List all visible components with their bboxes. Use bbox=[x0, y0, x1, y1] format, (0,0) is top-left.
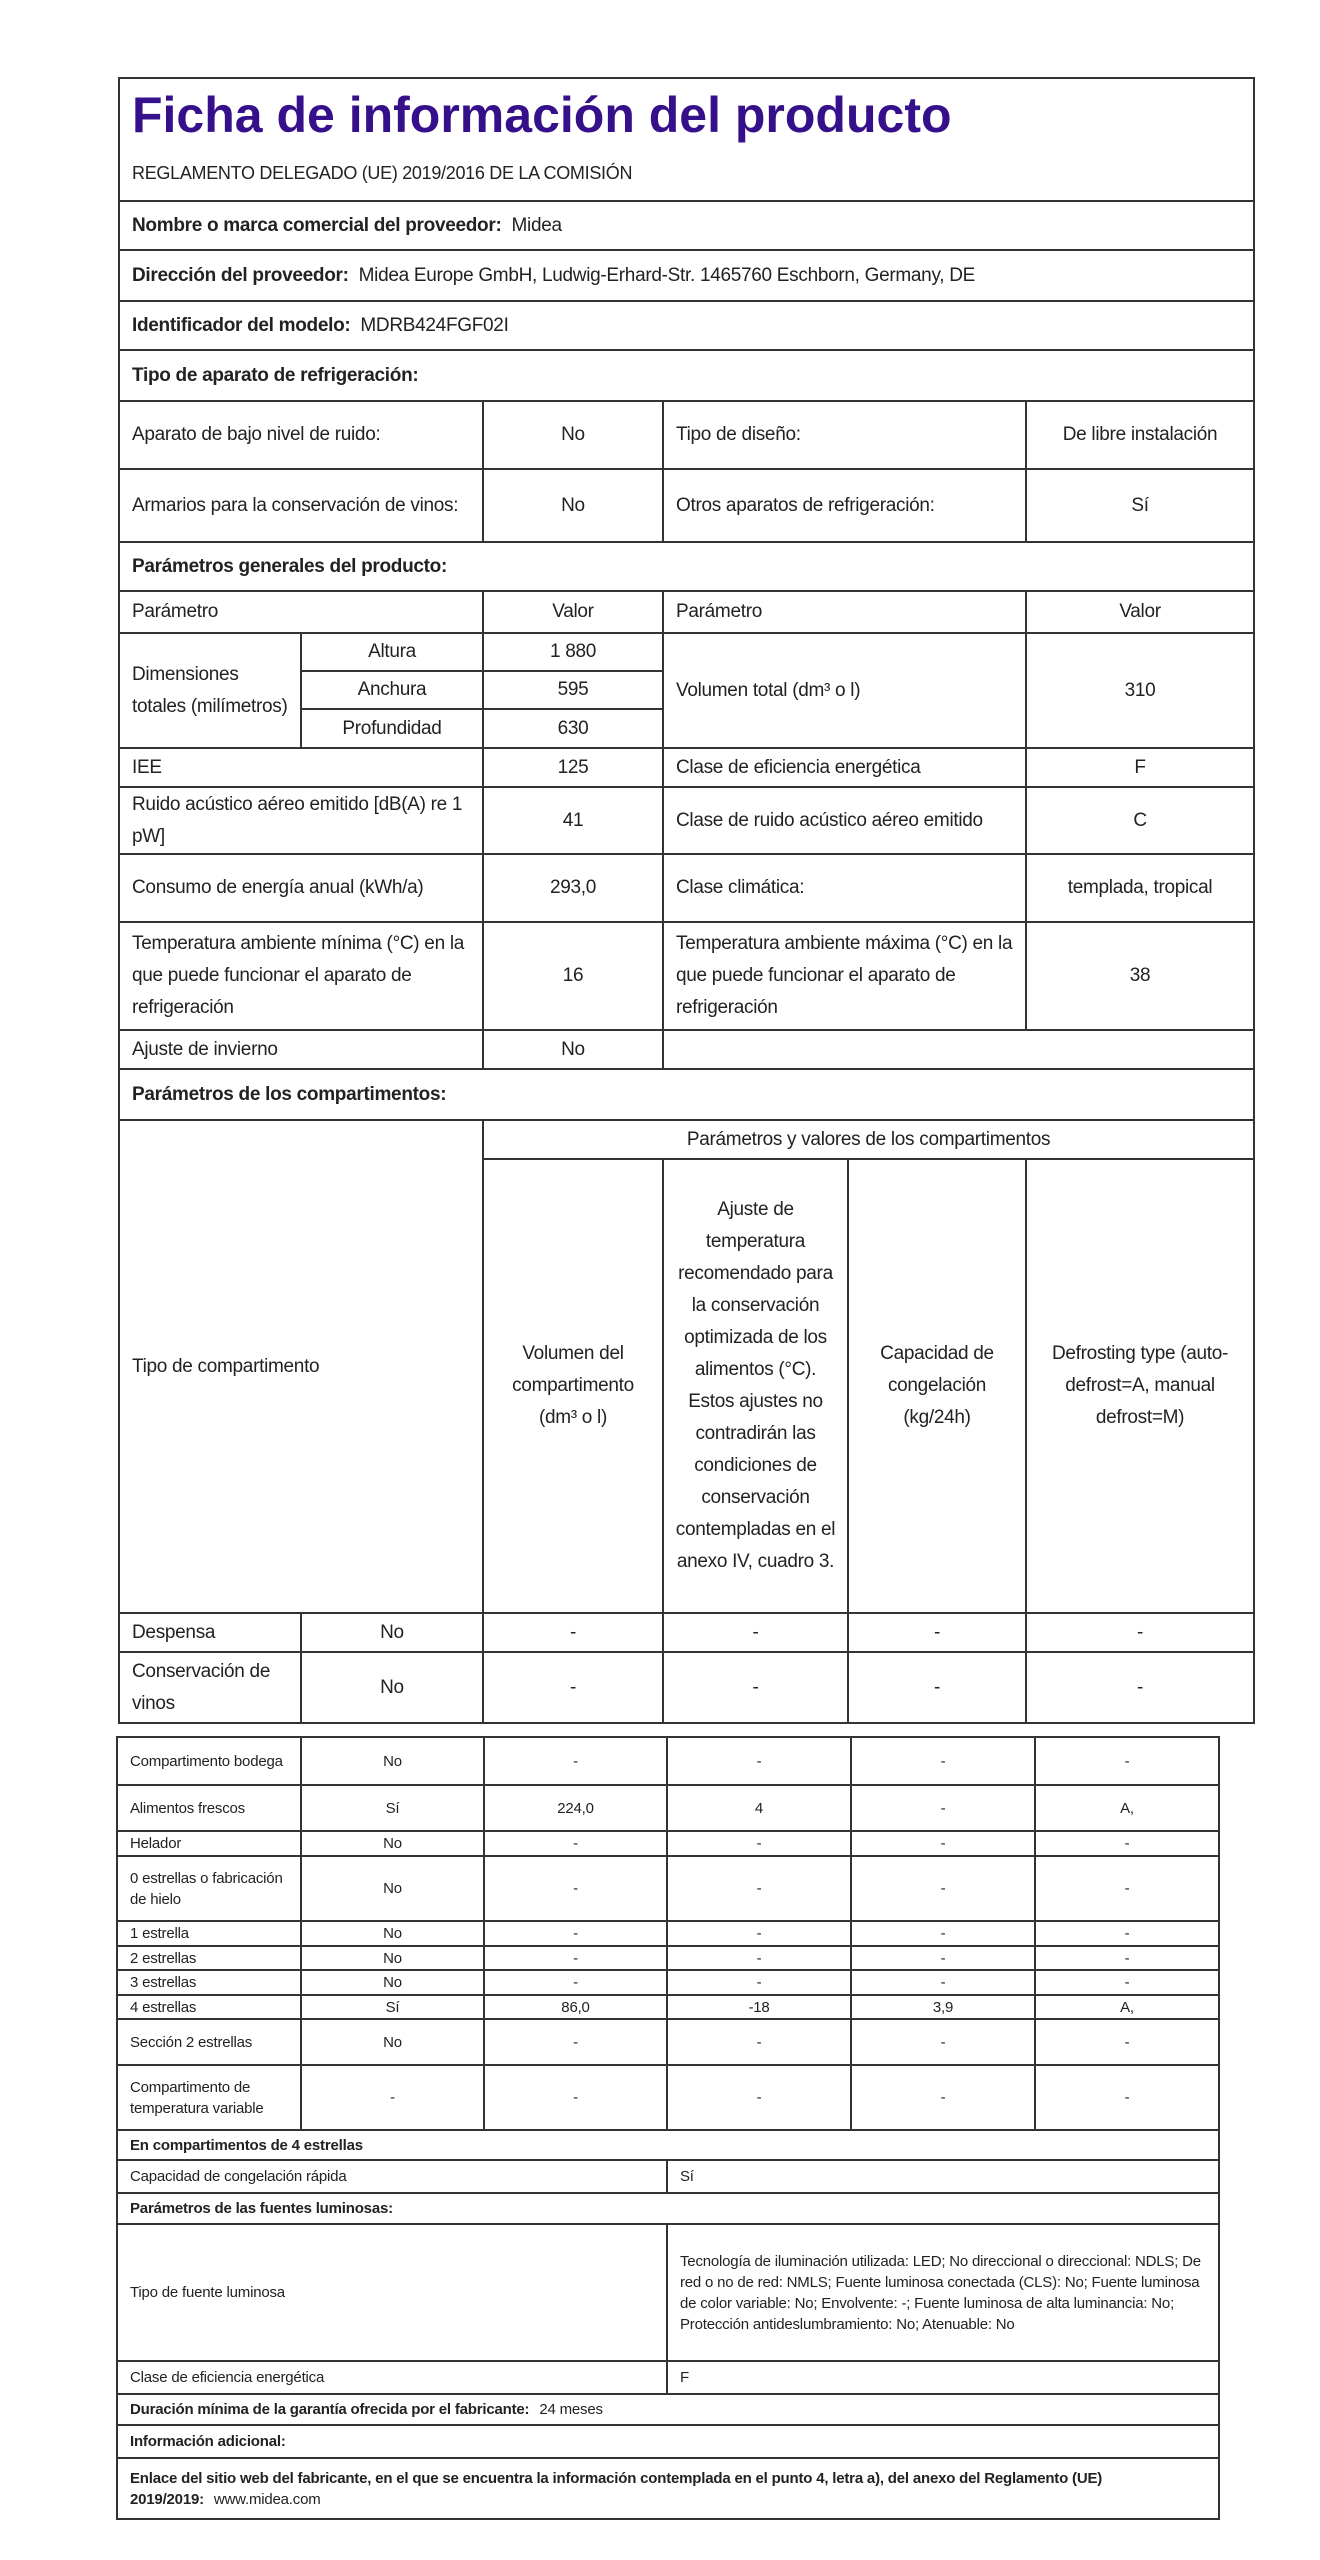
compartment-name: Compartimento bodega bbox=[117, 1737, 301, 1785]
param-header-2: Parámetro bbox=[663, 591, 1026, 633]
compartment-present: No bbox=[301, 1856, 484, 1921]
width-value: 595 bbox=[483, 671, 663, 709]
table-row bbox=[117, 1737, 1219, 1785]
compartment-freeze: - bbox=[851, 1970, 1035, 1995]
compartment-temp: - bbox=[663, 1652, 848, 1723]
compartment-present: No bbox=[301, 1652, 483, 1723]
max-temp-label: Temperatura ambiente máxima (°C) en la que puede funcionar el aparato de refrigeración bbox=[663, 922, 1026, 1030]
compartment-type-header: Tipo de compartimento bbox=[119, 1120, 483, 1613]
compartment-defrost: - bbox=[1035, 1970, 1219, 1995]
compartment-freeze: - bbox=[851, 1856, 1035, 1921]
compartment-temp: 4 bbox=[667, 1785, 851, 1831]
compartment-freeze: 3,9 bbox=[851, 1995, 1035, 2019]
compartment-defrost: - bbox=[1035, 2065, 1219, 2130]
compartment-present: No bbox=[301, 1831, 484, 1856]
product-info-table-lower bbox=[116, 1736, 1220, 2520]
compartment-volume: 86,0 bbox=[484, 1995, 667, 2019]
warranty-label: Duración mínima de la garantía ofrecida por el fabricante: bbox=[130, 2401, 530, 2418]
min-temp-label: Temperatura ambiente mínima (°C) en la que puede funcionar el aparato de refrigeración bbox=[119, 922, 483, 1030]
manufacturer-link-label: Enlace del sitio web del fabricante, en el que se encuentra la información contemplada en el punto 4, letra a), del anexo del Reglamento (UE) 2019/2019: bbox=[130, 2469, 1103, 2508]
compartment-freeze: - bbox=[851, 2019, 1035, 2065]
model-value: MDRB424FGF02I bbox=[360, 314, 509, 336]
design-type-label: Tipo de diseño: bbox=[663, 401, 1026, 469]
height-label: Altura bbox=[301, 633, 483, 671]
width-label: Anchura bbox=[301, 671, 483, 709]
dimensions-label: Dimensiones totales (milímetros) bbox=[119, 633, 301, 748]
model-row bbox=[119, 301, 1254, 350]
product-info-table-upper bbox=[118, 77, 1255, 1724]
compartment-freeze: - bbox=[848, 1613, 1026, 1652]
eei-value: 125 bbox=[483, 748, 663, 787]
compartment-defrost: A, bbox=[1035, 1995, 1219, 2019]
param-header: Parámetro bbox=[119, 591, 483, 633]
compartment-name: 1 estrella bbox=[117, 1921, 301, 1946]
table-row bbox=[117, 1970, 1219, 1995]
compartment-defrost: - bbox=[1035, 1856, 1219, 1921]
depth-value: 630 bbox=[483, 709, 663, 748]
compartment-present: Sí bbox=[301, 1995, 484, 2019]
compartment-volume: - bbox=[483, 1652, 663, 1723]
wine-storage-label: Armarios para la conservación de vinos: bbox=[119, 469, 483, 542]
value-header-2: Valor bbox=[1026, 591, 1254, 633]
low-noise-label: Aparato de bajo nivel de ruido: bbox=[119, 401, 483, 469]
compartment-temp: - bbox=[663, 1613, 848, 1652]
supplier-address-label: Dirección del proveedor: bbox=[132, 264, 349, 286]
compartment-freeze: - bbox=[851, 1921, 1035, 1946]
depth-label: Profundidad bbox=[301, 709, 483, 748]
compartment-present: No bbox=[301, 1921, 484, 1946]
model-label: Identificador del modelo: bbox=[132, 314, 351, 336]
compartment-defrost: - bbox=[1026, 1613, 1254, 1652]
compartment-volume: - bbox=[484, 1856, 667, 1921]
compartment-name: Alimentos frescos bbox=[117, 1785, 301, 1831]
winter-setting-label: Ajuste de invierno bbox=[119, 1030, 483, 1069]
temperature-header: Ajuste de temperatura recomendado para la conservación optimizada de los alimentos (°C). Estos ajustes no contradirán las condiciones de conservación contempladas en el anexo IV, cuadro 3. bbox=[663, 1159, 848, 1613]
table-row bbox=[117, 2065, 1219, 2130]
supplier-name-row bbox=[119, 201, 1254, 250]
compartment-volume: - bbox=[484, 1831, 667, 1856]
compartment-defrost: - bbox=[1026, 1652, 1254, 1723]
table-row bbox=[117, 1831, 1219, 1856]
compartment-freeze: - bbox=[851, 1785, 1035, 1831]
compartment-present: No bbox=[301, 1613, 483, 1652]
compartment-defrost: - bbox=[1035, 1737, 1219, 1785]
annual-energy-value: 293,0 bbox=[483, 854, 663, 922]
compartment-name: 0 estrellas o fabricación de hielo bbox=[117, 1856, 301, 1921]
compartment-volume: - bbox=[484, 1921, 667, 1946]
compartment-volume: - bbox=[484, 1737, 667, 1785]
total-volume-label: Volumen total (dm³ o l) bbox=[663, 633, 1026, 748]
compartment-temp: - bbox=[667, 1970, 851, 1995]
noise-class-label: Clase de ruido acústico aéreo emitido bbox=[663, 787, 1026, 854]
compartment-present: Sí bbox=[301, 1785, 484, 1831]
compartment-volume: - bbox=[483, 1613, 663, 1652]
table-row bbox=[117, 1785, 1219, 1831]
light-type-value: Tecnología de iluminación utilizada: LED; No direccional o direccional: NDLS; De red o no de red: NMLS; Fuente luminosa conectada (CLS): No; Fuente luminosa de color variable: No; Envolvente: -; Fuente luminosa de alta luminancia: No; Protección antideslumbramiento: No; Atenuable: No bbox=[667, 2224, 1219, 2361]
table-row bbox=[117, 2019, 1219, 2065]
four-star-heading: En compartimentos de 4 estrellas bbox=[117, 2130, 1219, 2160]
compartment-name: 3 estrellas bbox=[117, 1970, 301, 1995]
warranty-value: 24 meses bbox=[539, 2401, 603, 2418]
table-row bbox=[117, 1921, 1219, 1946]
table-row bbox=[119, 1652, 1254, 1723]
compartment-volume: - bbox=[484, 2019, 667, 2065]
other-appliance-value: Sí bbox=[1026, 469, 1254, 542]
compartment-volume: - bbox=[484, 2065, 667, 2130]
table-row bbox=[119, 1613, 1254, 1652]
table-row bbox=[117, 1946, 1219, 1970]
climate-class-label: Clase climática: bbox=[663, 854, 1026, 922]
winter-setting-value: No bbox=[483, 1030, 663, 1069]
compartment-present: No bbox=[301, 1970, 484, 1995]
noise-class-value: C bbox=[1026, 787, 1254, 854]
compartment-present: - bbox=[301, 2065, 484, 2130]
compartment-temp: - bbox=[667, 1946, 851, 1970]
fast-freeze-label: Capacidad de congelación rápida bbox=[117, 2160, 667, 2193]
max-temp-value: 38 bbox=[1026, 922, 1254, 1030]
energy-class-label: Clase de eficiencia energética bbox=[663, 748, 1026, 787]
defrost-type-header: Defrosting type (auto-defrost=A, manual defrost=M) bbox=[1026, 1159, 1254, 1613]
compartment-defrost: - bbox=[1035, 1921, 1219, 1946]
min-temp-value: 16 bbox=[483, 922, 663, 1030]
compartments-heading: Parámetros de los compartimentos: bbox=[119, 1069, 1254, 1120]
compartment-defrost: - bbox=[1035, 1831, 1219, 1856]
noise-label: Ruido acústico aéreo emitido [dB(A) re 1 pW] bbox=[119, 787, 483, 854]
compartment-volume: - bbox=[484, 1946, 667, 1970]
table-row bbox=[117, 1856, 1219, 1921]
compartment-name: Compartimento de temperatura variable bbox=[117, 2065, 301, 2130]
supplier-name-value: Midea bbox=[511, 214, 562, 236]
compartment-freeze: - bbox=[851, 1946, 1035, 1970]
energy-class-value: F bbox=[1026, 748, 1254, 787]
compartment-name: Helador bbox=[117, 1831, 301, 1856]
general-params-heading: Parámetros generales del producto: bbox=[119, 542, 1254, 591]
compartment-present: No bbox=[301, 1946, 484, 1970]
annual-energy-label: Consumo de energía anual (kWh/a) bbox=[119, 854, 483, 922]
wine-storage-value: No bbox=[483, 469, 663, 542]
compartment-defrost: - bbox=[1035, 1946, 1219, 1970]
appliance-type-heading: Tipo de aparato de refrigeración: bbox=[119, 350, 1254, 401]
compartment-present: No bbox=[301, 2019, 484, 2065]
warranty-row bbox=[117, 2394, 1219, 2425]
compartment-freeze: - bbox=[851, 1737, 1035, 1785]
compartment-name: Conservación de vinos bbox=[119, 1652, 301, 1723]
compartment-name: Sección 2 estrellas bbox=[117, 2019, 301, 2065]
compartment-freeze: - bbox=[851, 2065, 1035, 2130]
light-class-label: Clase de eficiencia energética bbox=[117, 2361, 667, 2394]
compartment-name: 4 estrellas bbox=[117, 1995, 301, 2019]
volume-header: Volumen del compartimento (dm³ o l) bbox=[483, 1159, 663, 1613]
supplier-address-row bbox=[119, 250, 1254, 301]
table-row bbox=[117, 1995, 1219, 2019]
supplier-name-label: Nombre o marca comercial del proveedor: bbox=[132, 214, 502, 236]
total-volume-value: 310 bbox=[1026, 633, 1254, 748]
value-header: Valor bbox=[483, 591, 663, 633]
compartment-freeze: - bbox=[851, 1831, 1035, 1856]
noise-value: 41 bbox=[483, 787, 663, 854]
compartment-present: No bbox=[301, 1737, 484, 1785]
freeze-capacity-header: Capacidad de congelación (kg/24h) bbox=[848, 1159, 1026, 1613]
compartment-temp: - bbox=[667, 2019, 851, 2065]
compartment-temp: - bbox=[667, 1831, 851, 1856]
regulation-text: REGLAMENTO DELEGADO (UE) 2019/2016 DE LA COMISIÓN bbox=[132, 163, 633, 183]
compartment-name: 2 estrellas bbox=[117, 1946, 301, 1970]
manufacturer-link-row bbox=[117, 2458, 1219, 2519]
compartment-freeze: - bbox=[848, 1652, 1026, 1723]
compartment-temp: - bbox=[667, 2065, 851, 2130]
compartment-temp: -18 bbox=[667, 1995, 851, 2019]
compartment-name: Despensa bbox=[119, 1613, 301, 1652]
compartment-volume: - bbox=[484, 1970, 667, 1995]
low-noise-value: No bbox=[483, 401, 663, 469]
manufacturer-link[interactable]: www.midea.com bbox=[213, 2490, 321, 2508]
design-type-value: De libre instalación bbox=[1026, 401, 1254, 469]
compartment-defrost: - bbox=[1035, 2019, 1219, 2065]
compartment-group-header: Parámetros y valores de los compartimentos bbox=[483, 1120, 1254, 1159]
page-title: Ficha de información del producto bbox=[132, 87, 952, 143]
supplier-address-value: Midea Europe GmbH, Ludwig-Erhard-Str. 1465760 Eschborn, Germany, DE bbox=[358, 264, 975, 286]
light-type-label: Tipo de fuente luminosa bbox=[117, 2224, 667, 2361]
height-value: 1 880 bbox=[483, 633, 663, 671]
other-appliance-label: Otros aparatos de refrigeración: bbox=[663, 469, 1026, 542]
fast-freeze-value: Sí bbox=[667, 2160, 1219, 2193]
compartment-temp: - bbox=[667, 1921, 851, 1946]
light-source-heading: Parámetros de las fuentes luminosas: bbox=[117, 2193, 1219, 2224]
additional-info-heading: Información adicional: bbox=[117, 2425, 1219, 2458]
compartment-volume: 224,0 bbox=[484, 1785, 667, 1831]
eei-label: IEE bbox=[119, 748, 483, 787]
compartment-temp: - bbox=[667, 1737, 851, 1785]
light-class-value: F bbox=[667, 2361, 1219, 2394]
empty-cell bbox=[663, 1030, 1254, 1069]
compartment-temp: - bbox=[667, 1856, 851, 1921]
climate-class-value: templada, tropical bbox=[1026, 854, 1254, 922]
compartment-defrost: A, bbox=[1035, 1785, 1219, 1831]
